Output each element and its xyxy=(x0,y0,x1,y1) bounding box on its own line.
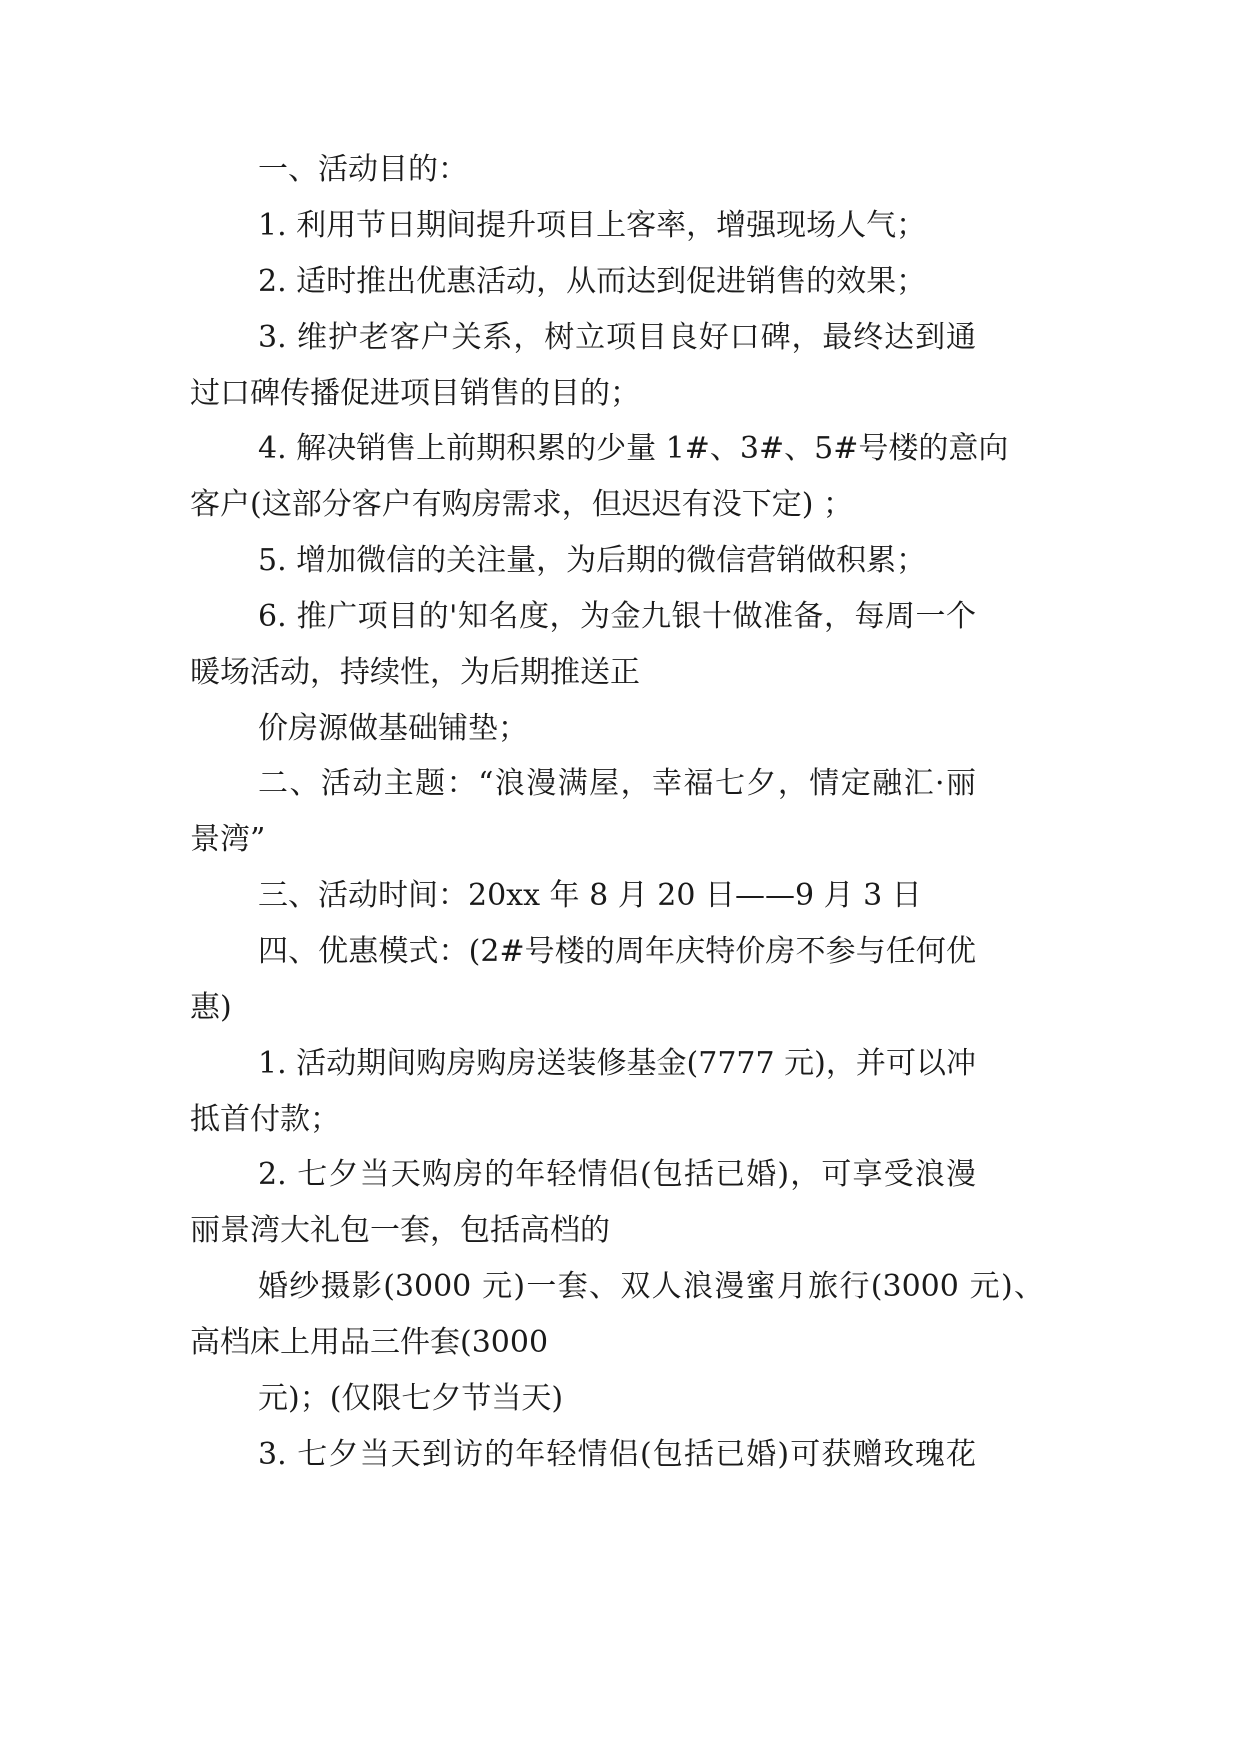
paragraph-line: 丽景湾大礼包一套，包括高档的 xyxy=(190,1213,610,1248)
section-heading-time: 三、活动时间：20xx 年 8 月 20 日——9 月 3 日 xyxy=(258,878,922,913)
section-heading-offers: 四、优惠模式：(2#号楼的周年庆特价房不参与任何优 xyxy=(258,934,976,969)
paragraph-line: 婚纱摄影(3000 元)一套、双人浪漫蜜月旅行(3000 元)、 xyxy=(258,1269,1044,1304)
paragraph-line: 6. 推广项目的'知名度，为金九银十做准备，每周一个 xyxy=(258,599,976,634)
paragraph-line: 高档床上用品三件套(3000 xyxy=(190,1325,549,1360)
paragraph-line: 1. 利用节日期间提升项目上客率，增强现场人气； xyxy=(258,208,927,243)
paragraph-line: 价房源做基础铺垫； xyxy=(258,711,528,746)
paragraph-line: 抵首付款； xyxy=(190,1102,340,1137)
paragraph-line: 2. 七夕当天购房的年轻情侣(包括已婚)，可享受浪漫 xyxy=(258,1157,976,1192)
paragraph-line: 暖场活动，持续性，为后期推送正 xyxy=(190,655,640,690)
paragraph-line: 4. 解决销售上前期积累的少量 1#、3#、5#号楼的意向 xyxy=(258,431,1009,466)
paragraph-line: 1. 活动期间购房购房送装修基金(7777 元)，并可以冲 xyxy=(258,1046,976,1081)
paragraph-line: 5. 增加微信的关注量，为后期的微信营销做积累； xyxy=(258,543,927,578)
paragraph-line: 3. 七夕当天到访的年轻情侣(包括已婚)可获赠玫瑰花 xyxy=(258,1437,976,1472)
paragraph-line: 元)；(仅限七夕节当天) xyxy=(258,1381,564,1416)
paragraph-line: 3. 维护老客户关系，树立项目良好口碑，最终达到通 xyxy=(258,320,976,355)
paragraph-line: 客户(这部分客户有购房需求，但迟迟有没下定) ； xyxy=(190,487,853,522)
section-heading-theme: 二、活动主题：“浪漫满屋，幸福七夕，情定融汇·丽 xyxy=(258,766,976,801)
paragraph-line: 过口碑传播促进项目销售的目的； xyxy=(190,376,640,411)
paragraph-line: 惠) xyxy=(190,990,232,1025)
paragraph-line: 景湾” xyxy=(190,822,266,857)
paragraph-line: 2. 适时推出优惠活动，从而达到促进销售的效果； xyxy=(258,264,927,299)
section-heading-purpose: 一、活动目的： xyxy=(258,152,468,187)
